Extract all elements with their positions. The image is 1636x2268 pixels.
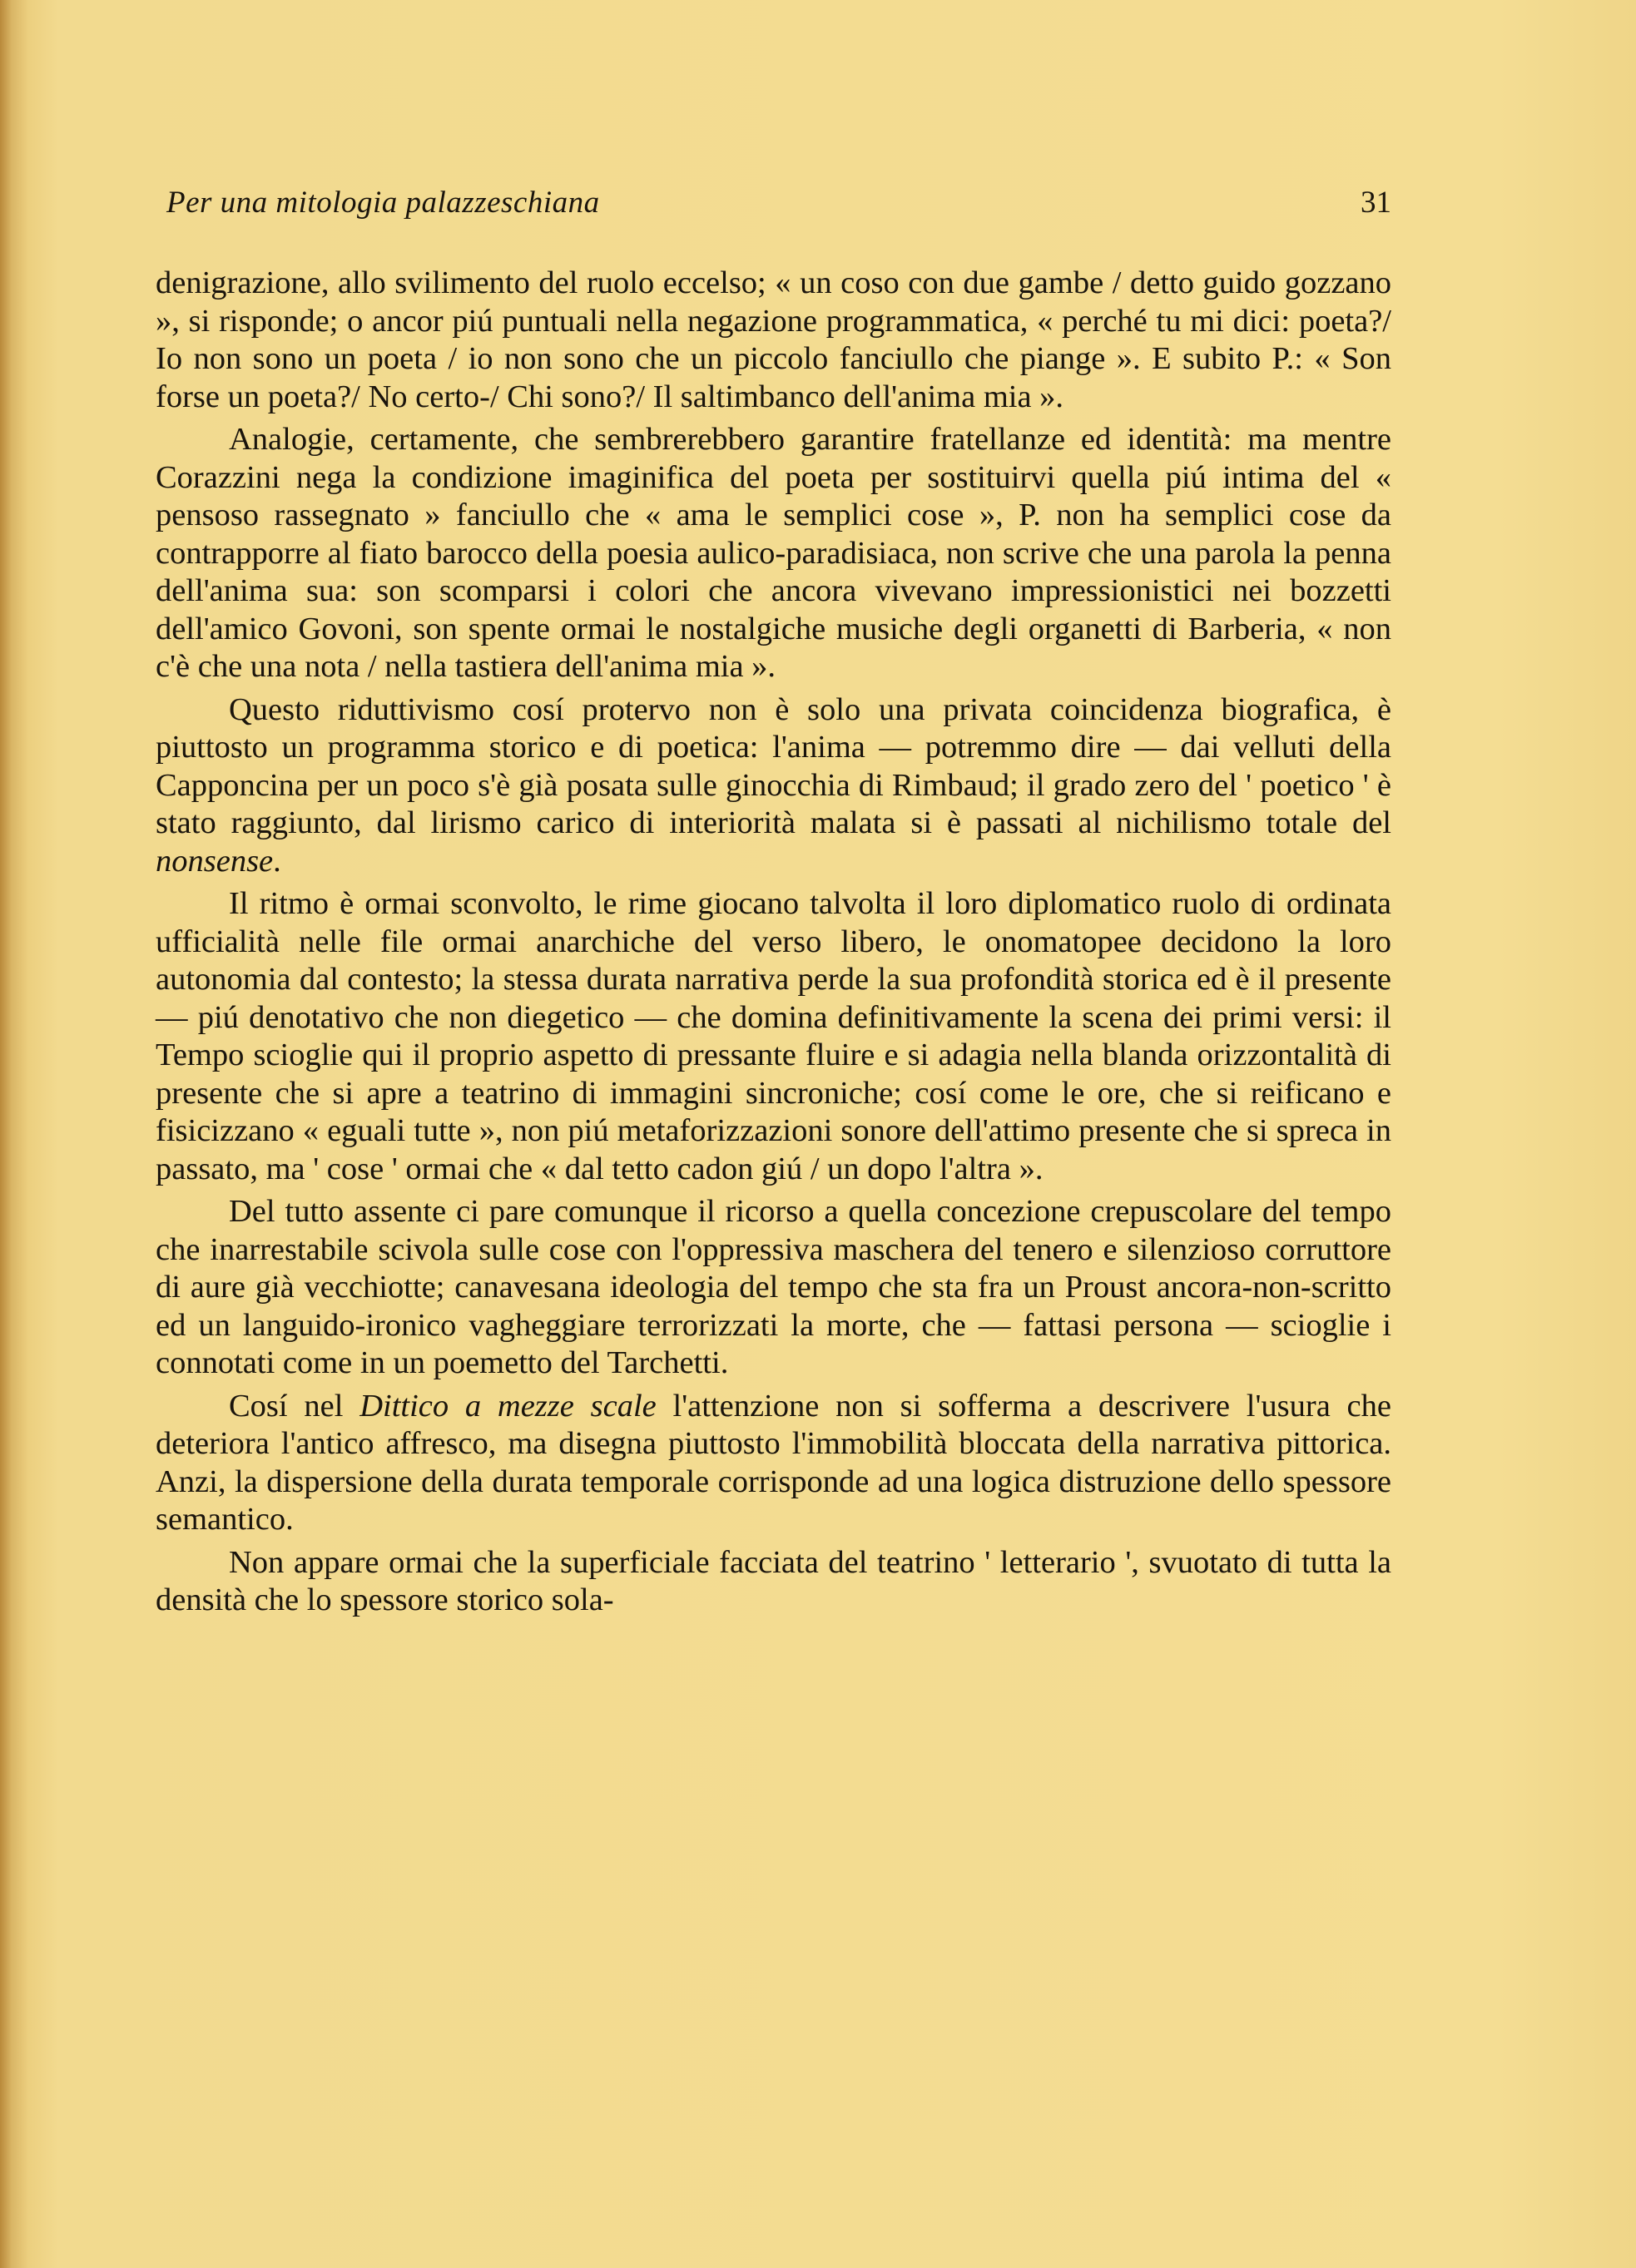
paragraph-4 xyxy=(156,885,1391,1188)
paragraph-3 xyxy=(156,691,1391,881)
paragraph-7 xyxy=(156,1544,1391,1620)
paragraph-5 xyxy=(156,1193,1391,1383)
running-head xyxy=(166,185,1391,226)
page-number: 31 xyxy=(1361,186,1391,220)
paragraph-1 xyxy=(156,265,1391,416)
paragraph-6 xyxy=(156,1388,1391,1539)
body-text xyxy=(156,265,1391,1620)
italic-title: Dittico a mezze scale xyxy=(359,1388,657,1424)
paragraph-text: denigrazione, allo svilimento del ruolo eccelso; « un coso con due gambe / detto guido gozzano », si risponde; o ancor piú puntuali nella negazione programmatica, « perché tu mi dici: poeta?/ Io non sono un poeta / io non sono che un piccolo fanciullo che piange ». E subito P.: « Son forse un poeta?/ No certo-/ Chi sono?/ Il saltimbanco dell'anima mia ». xyxy=(156,265,1391,414)
paragraph-text: Analogie, certamente, che sembrerebbero garantire fratellanze ed identità: ma mentre Corazzini nega la condizione imaginifica del poeta per sostituirvi quella piú intima del « pensoso rassegnato » fanciullo che « ama le semplici cose », P. non ha semplici cose da contrapporre al fiato barocco della poesia aulico-paradisiaca, non scrive che una parola la penna dell'anima sua: son scomparsi i colori che ancora vivevano impressionistici nei bozzetti dell'amico Govoni, son spente ormai le nostalgiche musiche degli organetti di Barberia, « non c'è che una nota / nella tastiera dell'anima mia ». xyxy=(156,422,1391,684)
paragraph-text: Questo riduttivismo cosí protervo non è solo una privata coincidenza biografica, è piuttosto un programma storico e di poetica: l'anima — potremmo dire — dai velluti della Capponcina per un poco s'è già posata sulle ginocchia di Rimbaud; il grado zero del ' poetico ' è stato raggiunto, dal lirismo carico di interiorità malata si è passati al nichilismo totale del xyxy=(156,691,1391,840)
paragraph-text: Non appare ormai che la superficiale facciata del teatrino ' letterario ', svuotato di tutta la densità che lo spessore storico sola- xyxy=(156,1544,1391,1617)
running-title: Per una mitologia palazzeschiana xyxy=(166,186,600,220)
italic-term: nonsense xyxy=(156,843,274,879)
paragraph-text: Cosí nel xyxy=(229,1388,360,1424)
paragraph-2 xyxy=(156,421,1391,686)
paragraph-text: Del tutto assente ci pare comunque il ricorso a quella concezione crepuscolare del tempo che inarrestabile scivola sulle cose con l'oppressiva maschera del tenero e silenzioso corruttore di aure già vecchiotte; canavesana ideologia del tempo che sta fra un Proust ancora-non-scritto ed un languido-ironico vagheggiare terrorizzati la morte, che — fattasi persona — scioglie i connotati come in un poemetto del Tarchetti. xyxy=(156,1194,1391,1380)
paragraph-text: Il ritmo è ormai sconvolto, le rime giocano talvolta il loro diplomatico ruolo di ordinata ufficialità nelle file ormai anarchiche del verso libero, le onomatopee decidono la loro autonomia dal contesto; la stessa durata narrativa perde la sua profondità storica ed è il presente — piú denotativo che non diegetico — che domina definitivamente la scena dei primi versi: il Tempo scioglie qui il proprio aspetto di pressante fluire e si adagia nella blanda orizzontalità di presente che si apre a teatrino di immagini sincroniche; cosí come le ore, che si reificano e fisicizzano « eguali tutte », non piú metaforizzazioni sonore dell'attimo presente che si spreca in passato, ma ' cose ' ormai che « dal tetto cadon giú / un dopo l'altra ». xyxy=(156,886,1391,1186)
paragraph-text: l'attenzione non si sofferma a descrivere l'usura che deteriora l'antico affresco, ma disegna piuttosto l'immobilità bloccata della narrativa pittorica. Anzi, la dispersione della durata temporale corrisponde ad una logica distruzione dello spessore semantico. xyxy=(156,1388,1391,1537)
paragraph-text: . xyxy=(273,843,281,879)
